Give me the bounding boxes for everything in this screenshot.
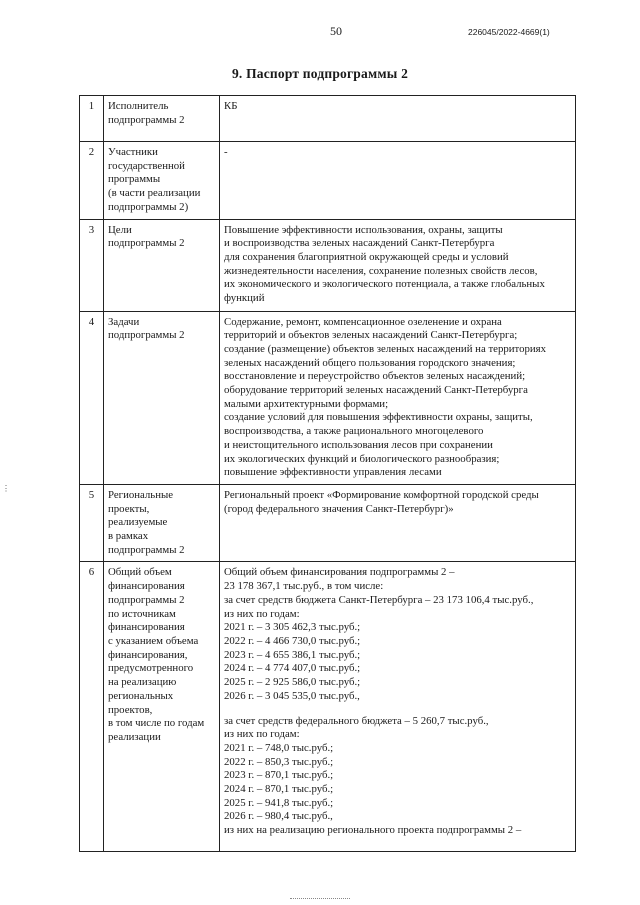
label-line: подпрограммы 2) — [108, 200, 189, 213]
value-line: 2024 г. – 4 774 407,0 тыс.руб.; — [224, 662, 361, 675]
value-line: их экологических функций и биологического разнообразия; — [224, 452, 500, 465]
row-label — [104, 311, 220, 484]
label-line: подпрограммы 2 — [108, 593, 185, 606]
label-line: программы — [108, 173, 161, 186]
scan-margin-mark: ⋮ — [2, 484, 10, 493]
row-label — [104, 484, 220, 562]
value-line: малыми архитектурными формами; — [224, 397, 389, 410]
paragraph-gap — [224, 704, 571, 715]
value-line: 2022 г. – 4 466 730,0 тыс.руб.; — [224, 634, 361, 647]
label-line: в том числе по годам — [108, 717, 205, 730]
table-row — [80, 562, 576, 852]
document-id: 226045/2022-4669(1) — [468, 27, 550, 37]
row-value — [220, 562, 576, 852]
row-label — [104, 562, 220, 852]
value-line: из них по годам: — [224, 607, 300, 620]
value-line: 2023 г. – 4 655 386,1 тыс.руб.; — [224, 648, 361, 661]
value-line: Общий объем финансирования подпрограммы 2 – — [224, 566, 455, 579]
table-row — [80, 484, 576, 562]
value-line: 23 178 367,1 тыс.руб., в том числе: — [224, 580, 384, 593]
value-line: 2021 г. – 3 305 462,3 тыс.руб.; — [224, 621, 361, 634]
value-line: за счет средств федерального бюджета – 5 260,7 тыс.руб., — [224, 714, 489, 727]
label-line: по источникам — [108, 607, 176, 620]
label-line: в рамках — [108, 530, 149, 543]
row-number: 3 — [80, 219, 104, 311]
label-line: финансирования — [108, 580, 185, 593]
row-value — [220, 484, 576, 562]
row-number: 4 — [80, 311, 104, 484]
value-line: Содержание, ремонт, компенсационное озеленение и охрана — [224, 315, 502, 328]
row-number: 2 — [80, 142, 104, 220]
row-value — [220, 311, 576, 484]
label-line: реализации — [108, 730, 161, 743]
value-line: 2022 г. – 850,3 тыс.руб.; — [224, 755, 334, 768]
label-line: проекты, — [108, 502, 150, 515]
row-number: 1 — [80, 96, 104, 142]
value-line: из них по годам: — [224, 728, 300, 741]
label-line: Исполнитель — [108, 100, 169, 112]
value-line: 2024 г. – 870,1 тыс.руб.; — [224, 783, 334, 796]
label-line: реализуемые — [108, 516, 168, 529]
value-line: зеленых насаждений общего пользования городского значения; — [224, 356, 516, 369]
value-line: 2025 г. – 941,8 тыс.руб.; — [224, 796, 334, 809]
value-line: Повышение эффективности использования, охраны, защиты — [224, 223, 503, 236]
label-line: на реализацию — [108, 676, 177, 689]
label-line: Цели — [108, 223, 132, 236]
row-number: 5 — [80, 484, 104, 562]
table-row — [80, 142, 576, 220]
value-line: 2026 г. – 980,4 тыс.руб., — [224, 810, 333, 823]
label-line: Общий объем — [108, 566, 172, 579]
value-line: 2023 г. – 870,1 тыс.руб.; — [224, 769, 334, 782]
label-line: государственной — [108, 159, 185, 172]
label-line: Участники — [108, 146, 158, 158]
value-line: КБ — [224, 100, 238, 112]
label-line: финансирования, — [108, 648, 188, 661]
row-value — [220, 142, 576, 220]
label-line: с указанием объема — [108, 634, 199, 647]
value-line: 2025 г. – 2 925 586,0 тыс.руб.; — [224, 676, 361, 689]
value-line: создание условий для повышения эффективности охраны, защиты, — [224, 411, 533, 424]
label-line: подпрограммы 2 — [108, 329, 185, 342]
label-line: финансирования — [108, 621, 185, 634]
value-line: оборудование территорий зеленых насаждений Санкт-Петербурга — [224, 384, 528, 397]
value-line: (город федерального значения Санкт-Петербург)» — [224, 502, 454, 515]
label-line: Задачи — [108, 315, 140, 328]
label-line: региональных — [108, 689, 174, 702]
value-line: территорий и объектов зеленых насаждений Санкт-Петербурга; — [224, 329, 518, 342]
row-number: 6 — [80, 562, 104, 852]
value-line: и воспроизводства зеленых насаждений Санкт-Петербурга — [224, 237, 495, 250]
row-label — [104, 142, 220, 220]
table-row — [80, 96, 576, 142]
table-row — [80, 219, 576, 311]
row-label — [104, 219, 220, 311]
passport-table — [79, 95, 576, 852]
label-line: подпрограммы 2 — [108, 113, 185, 126]
value-line: создание (размещение) объектов зеленых насаждений на территориях — [224, 342, 547, 355]
value-line: жизнедеятельности населения, сохранение полезных свойств лесов, — [224, 264, 538, 277]
page-number: 50 — [330, 24, 342, 38]
row-value — [220, 219, 576, 311]
value-line: и неистощительного использования лесов при сохранении — [224, 438, 493, 451]
value-line: их экономического и экологического потенциала, а также глобальных — [224, 278, 545, 291]
label-line: подпрограммы 2 — [108, 237, 185, 250]
label-line: проектов, — [108, 703, 153, 716]
label-line: Региональные — [108, 488, 174, 501]
value-line: воспроизводства, а также рационального многоцелевого — [224, 425, 484, 438]
section-title: 9. Паспорт подпрограммы 2 — [231, 66, 409, 81]
value-line: 2021 г. – 748,0 тыс.руб.; — [224, 741, 334, 754]
value-line: повышение эффективности управления лесами — [224, 466, 442, 479]
label-line: (в части реализации — [108, 187, 201, 200]
value-line: восстановление и переустройство объектов зеленых насаждений; — [224, 370, 526, 383]
value-line: за счет средств бюджета Санкт-Петербурга – 23 173 106,4 тыс.руб., — [224, 593, 534, 606]
value-line: 2026 г. – 3 045 535,0 тыс.руб., — [224, 689, 360, 702]
value-line: Региональный проект «Формирование комфортной городской среды — [224, 488, 539, 501]
label-line: подпрограммы 2 — [108, 543, 185, 556]
row-label — [104, 96, 220, 142]
row-value — [220, 96, 576, 142]
value-line: для сохранения благоприятной окружающей среды и условий — [224, 250, 509, 263]
scan-bottom-mark — [290, 898, 350, 903]
table-row — [80, 311, 576, 484]
value-line: функций — [224, 292, 265, 305]
label-line: предусмотренного — [108, 662, 194, 675]
value-line: из них на реализацию регионального проекта подпрограммы 2 – — [224, 824, 522, 837]
value-line: - — [224, 146, 228, 158]
